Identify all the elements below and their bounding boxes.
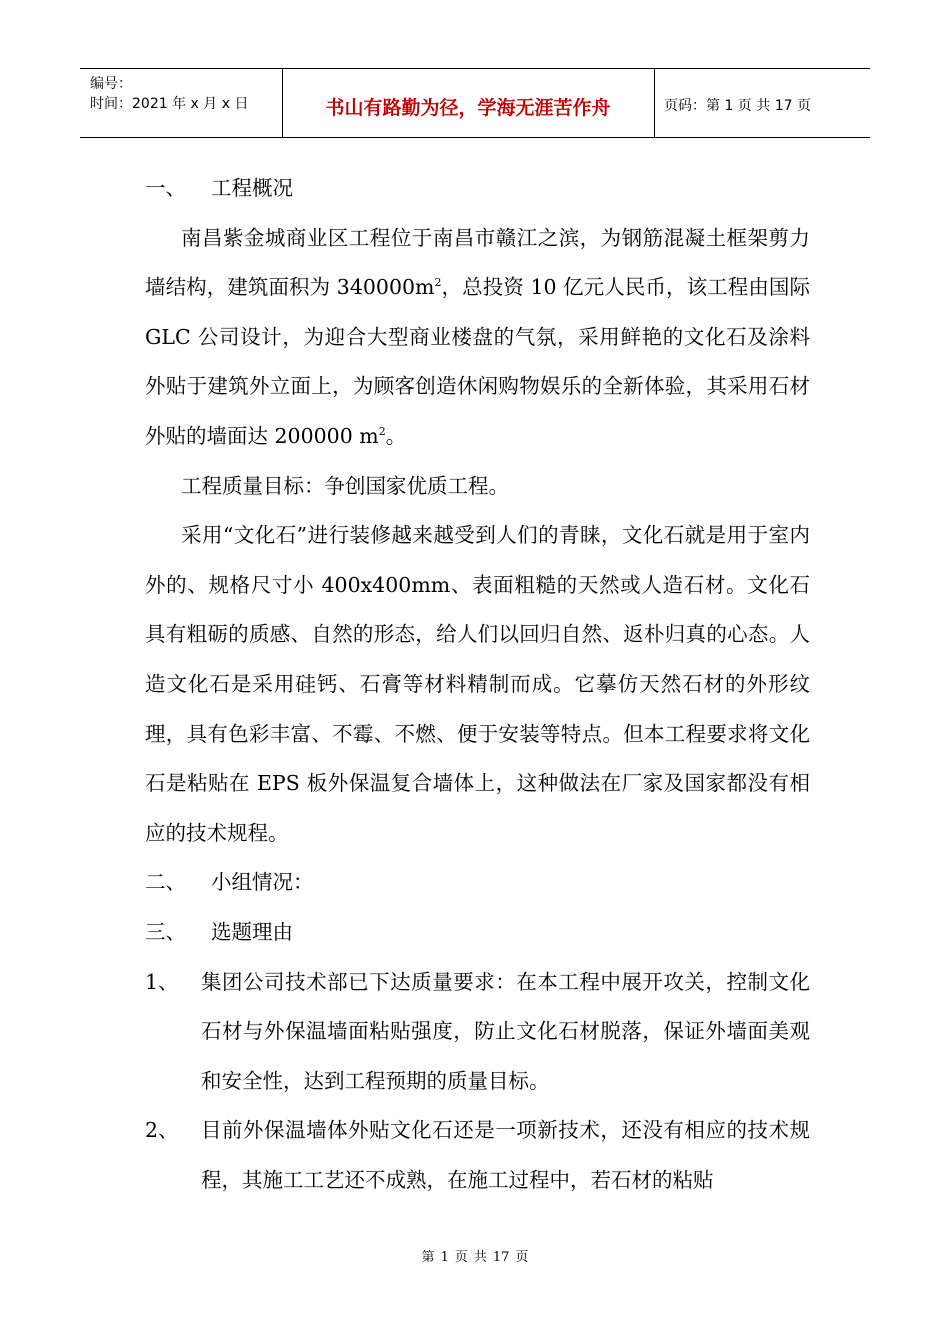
header-meta-cell (80, 69, 283, 137)
list-item-text: 目前外保温墙体外贴文化石还是一项新技术，还没有相应的技术规程，其施工工艺还不成熟，在施工过程中，若石材的粘贴 (201, 1118, 810, 1192)
page-footer (0, 1246, 950, 1265)
list-item-text: 集团公司技术部已下达质量要求：在本工程中展开攻关，控制文化石材与外保温墙面粘贴强度，防止文化石材脱落，保证外墙面美观和安全性，达到工程预期的质量目标。 (201, 969, 810, 1093)
footer-page-number: 1 (440, 1250, 449, 1265)
list-item-number: 2、 (145, 1118, 179, 1143)
section-heading-team (145, 858, 810, 908)
section-heading-reason (145, 908, 810, 958)
superscript-2: 2 (434, 276, 442, 290)
list-item (145, 958, 810, 1107)
paragraph-text: 。 (385, 423, 407, 448)
footer-word: 共 (473, 1250, 487, 1265)
header-motto-cell (282, 69, 655, 137)
section-heading-overview (145, 164, 810, 214)
superscript-2: 2 (378, 425, 386, 439)
list-item-number: 1、 (145, 969, 179, 994)
header-page-cell (654, 69, 870, 137)
header-motto: 书山有路勤为径，学海无涯苦作舟 (325, 97, 611, 119)
section-title: 小组情况： (211, 870, 314, 895)
section-number: 二、 (145, 870, 186, 895)
paragraph-quality-goal: 工程质量目标：争创国家优质工程。 (181, 473, 509, 498)
list-item (145, 1106, 810, 1205)
document-date: 时间：2021 年 x 月 x 日 (90, 96, 249, 112)
paragraph-text: 南昌紫金城商业区工程位于南昌市赣江之滨，为钢筋混凝土框架剪力墙结构，建筑面积为 340000m (145, 225, 810, 300)
paragraph-project-overview (145, 214, 810, 462)
footer-word: 页 (515, 1250, 529, 1265)
footer-word: 页 (454, 1250, 468, 1265)
paragraph-cultured-stone: 采用“文化石”进行装修越来越受到人们的青睐，文化石就是用于室内外的、规格尺寸小 400x400mm、表面粗糙的天然或人造石材。文化石具有粗砺的质感、自然的形态，给人们以回归自然、返朴归真的心态。人造文化石是采用硅钙、石膏等材料精制而成。它摹仿天然石材的外形纹理，具有色彩丰富、不霉、不燃、便于安装等特点。但本工程要求将文化石是粘贴在 EPS 板外保温复合墙体上，这种做法在厂家及国家都没有相应的技术规程。 (145, 523, 810, 845)
page-header (80, 68, 870, 138)
header-page-info: 页码：第 1 页 共 17 页 (664, 98, 811, 114)
section-title: 选题理由 (211, 919, 293, 944)
document-code: 编号： (90, 76, 132, 92)
paragraph-text: ，总投资 10 亿元人民币，该工程由国际 GLC 公司设计，为迎合大型商业楼盘的气氛，采用鲜艳的文化石及涂料外贴于建筑外立面上，为顾客创造休闲购物娱乐的全新体验，其采用石材外贴的墙面达 200000 m (145, 275, 810, 448)
document-body (145, 164, 810, 1205)
section-number: 三、 (145, 919, 186, 944)
section-title: 工程概况 (211, 176, 293, 200)
footer-total-pages: 17 (492, 1250, 510, 1265)
section-number: 一、 (145, 176, 186, 200)
footer-word: 第 (421, 1250, 435, 1265)
